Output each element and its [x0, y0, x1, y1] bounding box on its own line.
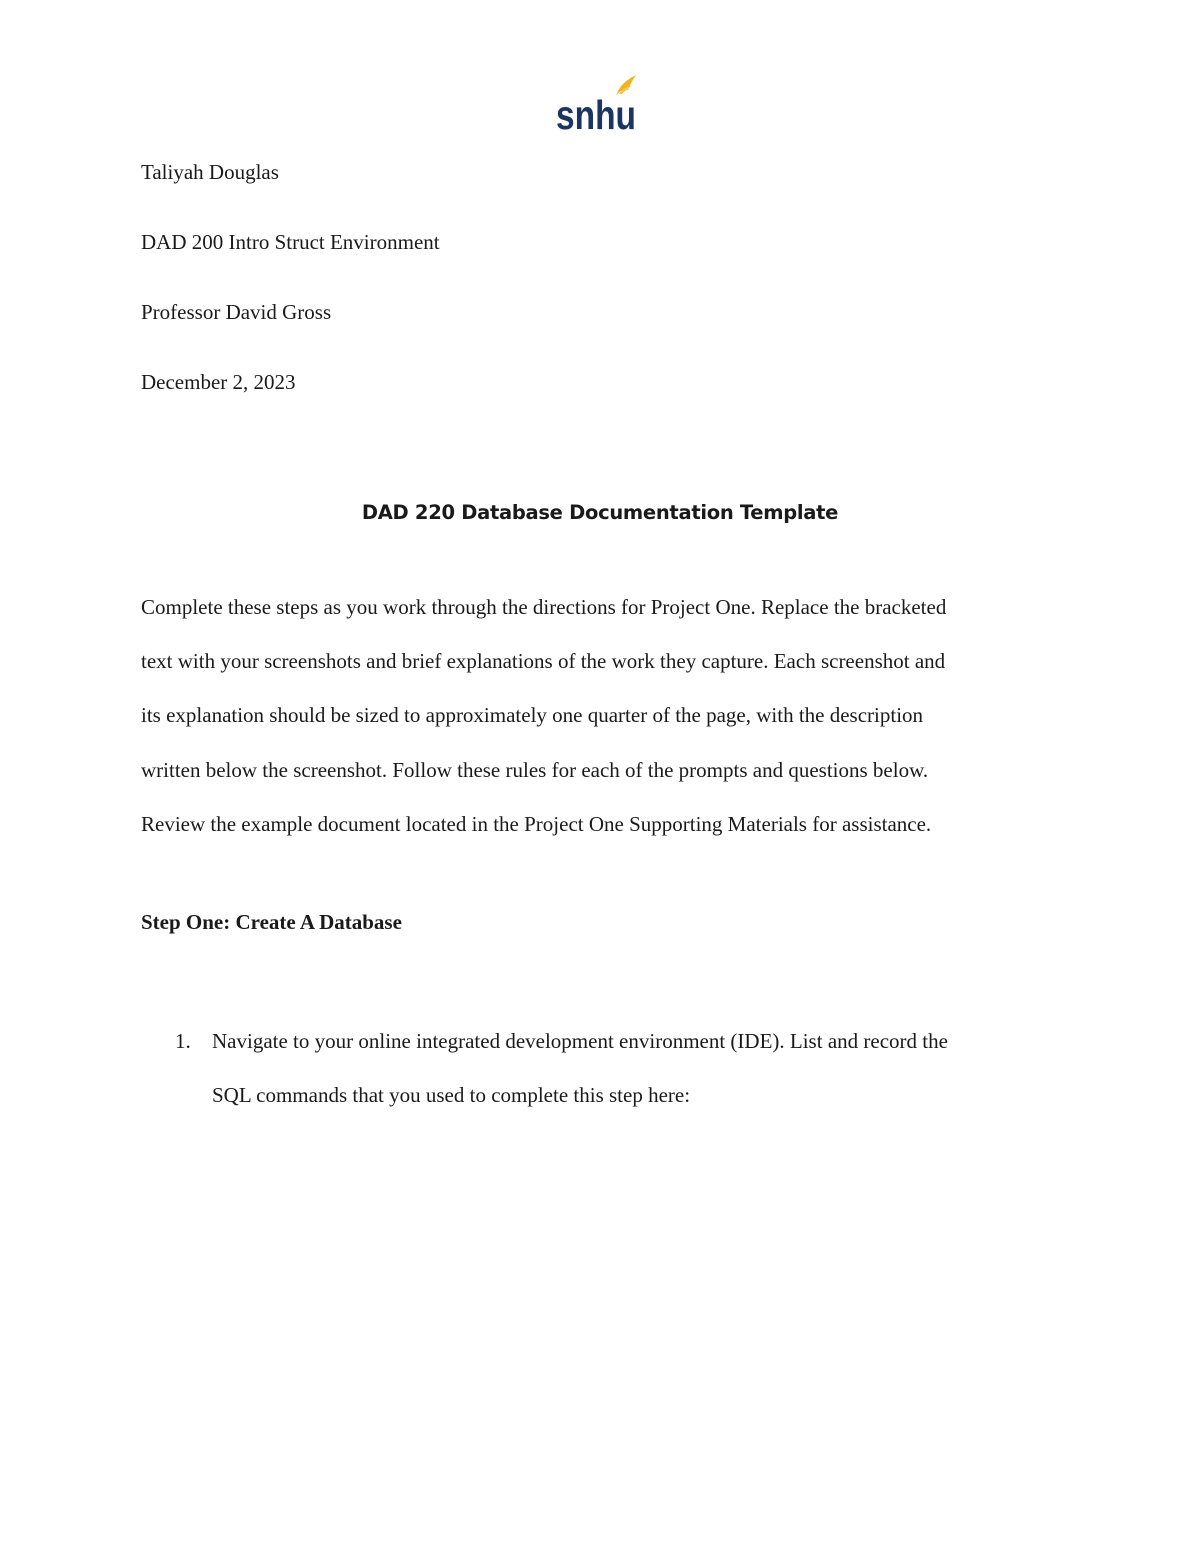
course-name: DAD 200 Intro Struct Environment [141, 230, 440, 254]
intro-line: its explanation should be sized to approximately one quarter of the page, with the description [141, 703, 924, 728]
intro-line: text with your screenshots and brief explanations of the work they capture. Each screenshot and [141, 649, 946, 674]
document-date: December 2, 2023 [141, 370, 296, 394]
list-item-line: SQL commands that you used to complete this step here: [212, 1083, 691, 1108]
snhu-logo-graphic [556, 72, 640, 138]
list-item-text [212, 1014, 948, 1122]
list-item-number: 1. [175, 1029, 191, 1053]
intro-line: written below the screenshot. Follow these rules for each of the prompts and questions below. [141, 757, 929, 782]
professor-name: Professor David Gross [141, 300, 332, 324]
document-title: DAD 220 Database Documentation Template [361, 501, 839, 524]
snhu-logo [556, 72, 640, 138]
intro-line: Complete these steps as you work through the directions for Project One. Replace the bracketed [141, 595, 947, 619]
intro-paragraph [141, 580, 1051, 851]
step-one-heading: Step One: Create A Database [141, 910, 402, 934]
logo-wordmark: snhu [556, 92, 636, 138]
list-item-line: Navigate to your online integrated development environment (IDE). List and record the [212, 1029, 948, 1053]
intro-line: Review the example document located in the Project One Supporting Materials for assistance. [141, 811, 932, 836]
author-name: Taliyah Douglas [141, 160, 279, 184]
